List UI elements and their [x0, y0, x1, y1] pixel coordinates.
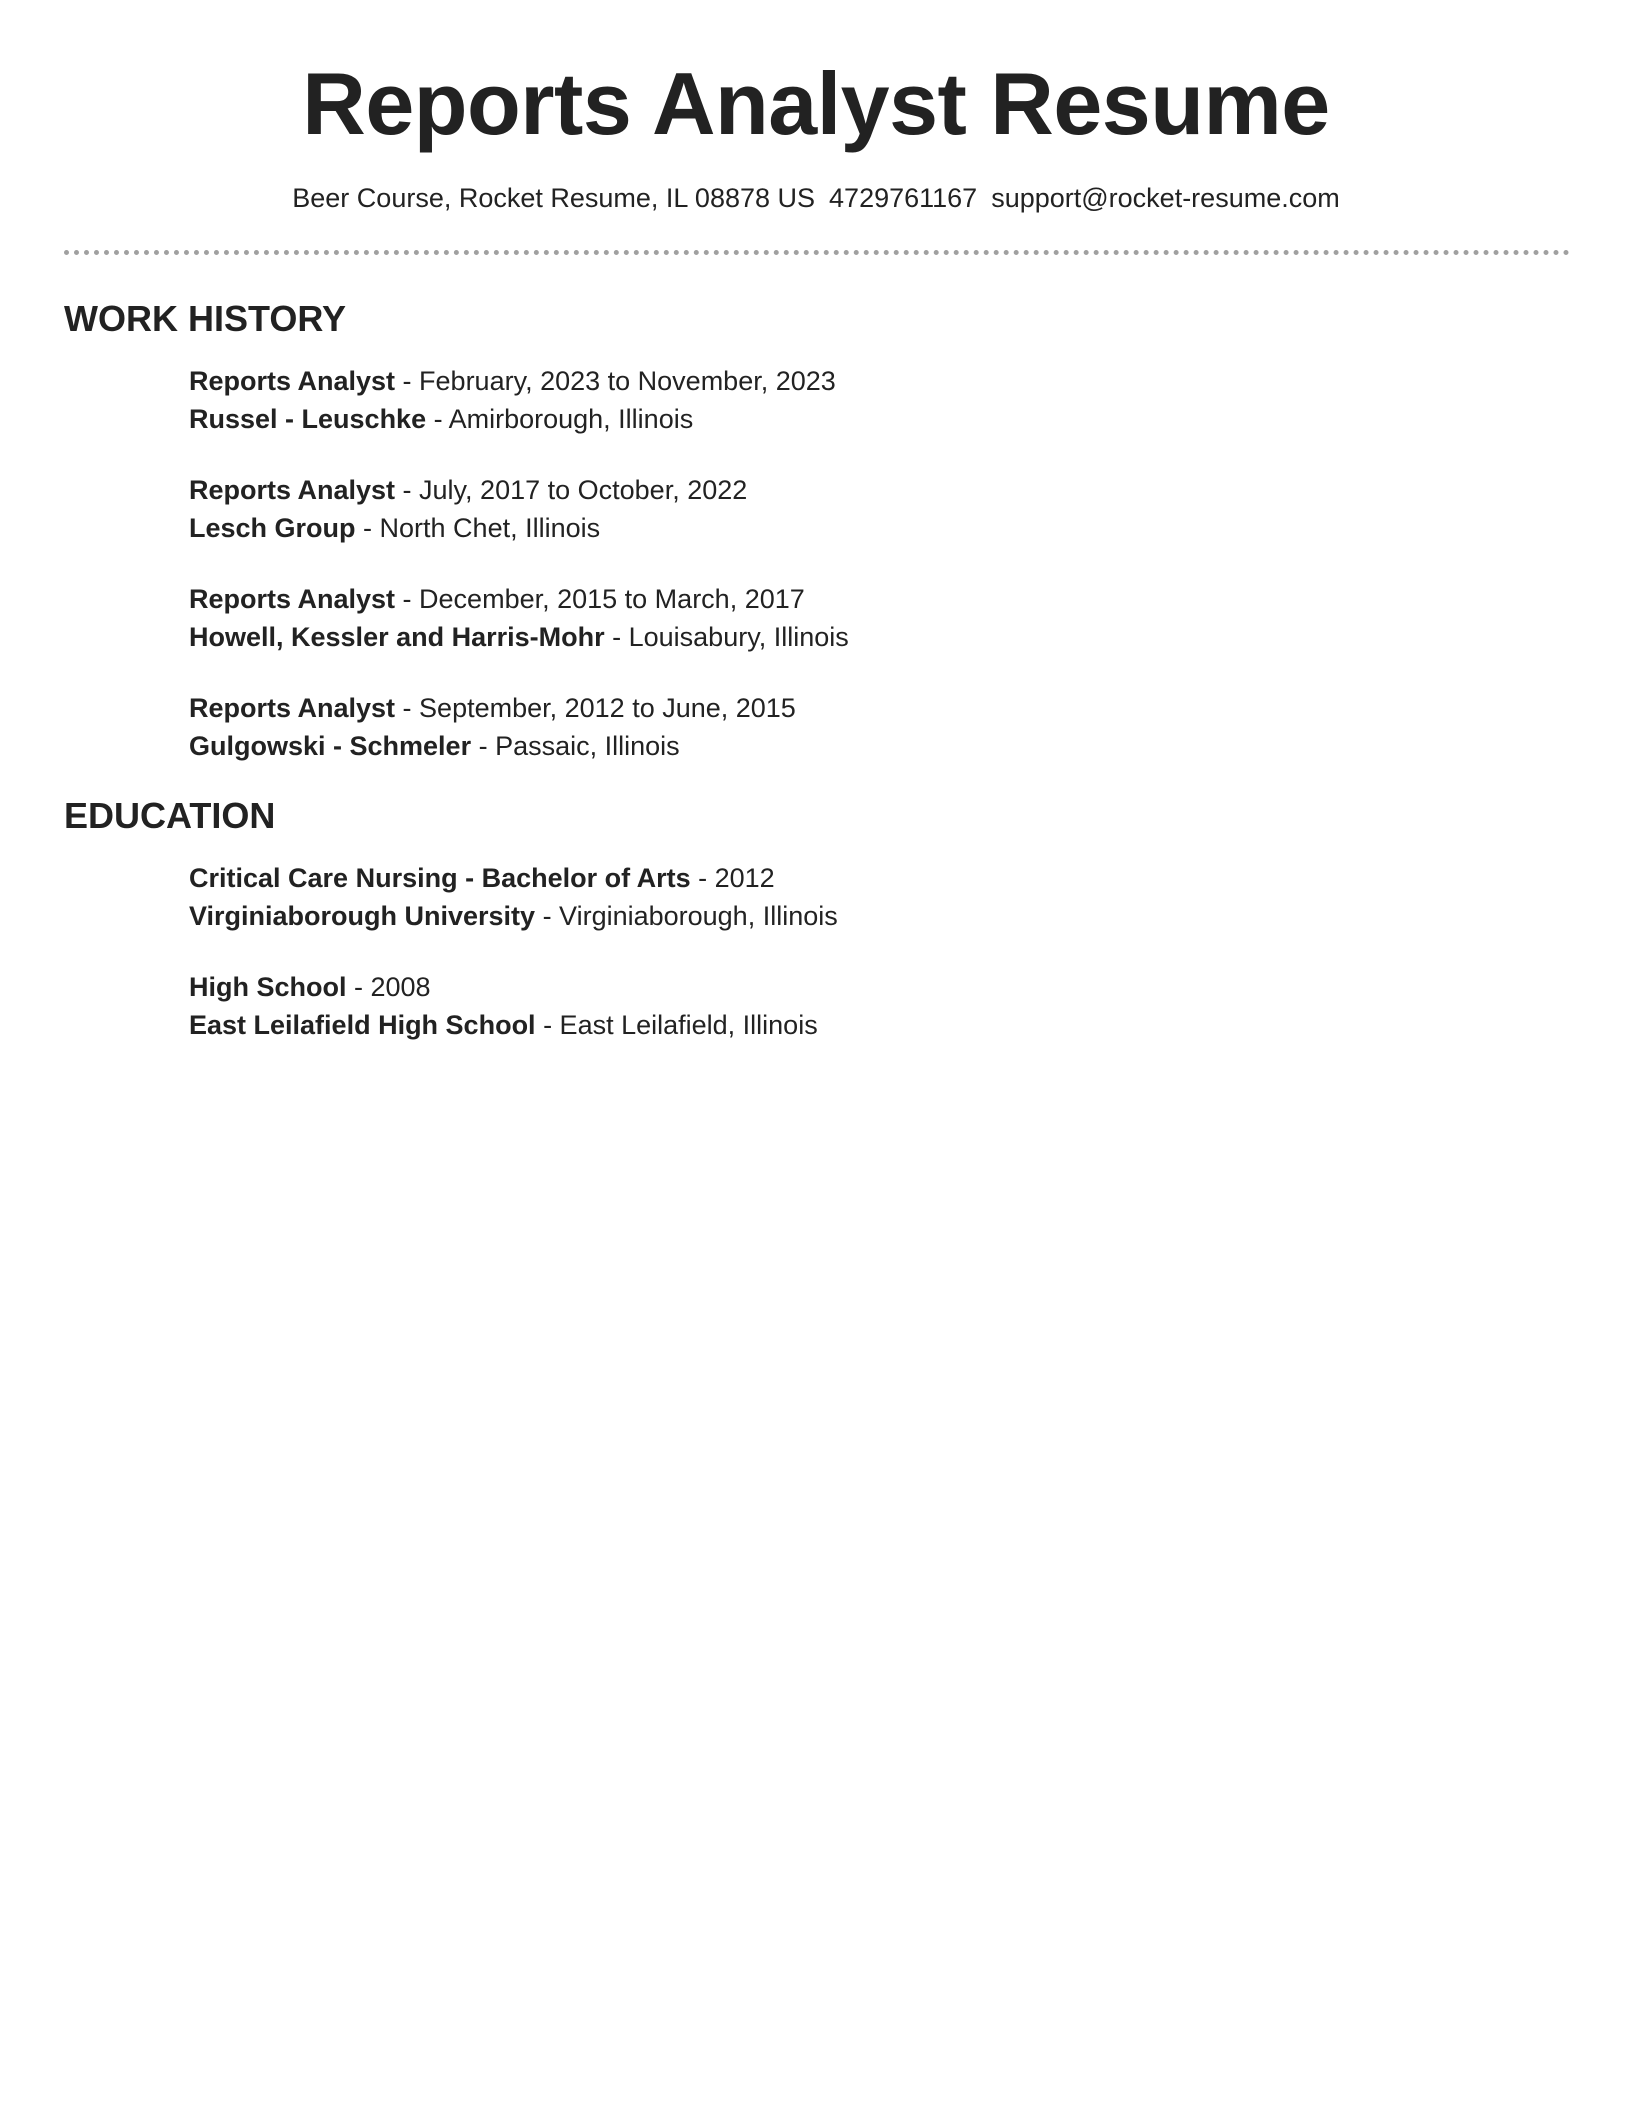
- company-location: - North Chet, Illinois: [355, 513, 601, 543]
- degree-year: - 2008: [346, 972, 431, 1002]
- contact-address: Beer Course, Rocket Resume, IL 08878 US: [292, 183, 816, 213]
- job-title: Reports Analyst: [189, 693, 396, 723]
- school-location: - Virginiaborough, Illinois: [535, 901, 838, 931]
- job-dates: - September, 2012 to June, 2015: [395, 693, 796, 723]
- contact-phone: 4729761167: [829, 183, 978, 213]
- work-entry: [189, 362, 836, 438]
- education-entry: [189, 968, 818, 1044]
- company-name: Russel - Leuschke: [189, 404, 427, 434]
- degree-name: Critical Care Nursing - Bachelor of Arts: [189, 863, 691, 893]
- work-entry-title-line: [189, 362, 836, 400]
- work-entry-title-line: [189, 580, 849, 618]
- contact-line: [0, 180, 1632, 216]
- page-title: Reports Analyst Resume: [302, 54, 1330, 153]
- company-location: - Amirborough, Illinois: [426, 404, 694, 434]
- company-location: - Passaic, Illinois: [471, 731, 680, 761]
- job-dates: - February, 2023 to November, 2023: [395, 366, 836, 396]
- work-entry-company-line: [189, 509, 747, 547]
- work-entry: [189, 689, 796, 765]
- job-title: Reports Analyst: [189, 475, 396, 505]
- degree-name: High School: [189, 972, 347, 1002]
- company-location: - Louisabury, Illinois: [604, 622, 849, 652]
- school-location: - East Leilafield, Illinois: [535, 1010, 818, 1040]
- company-name: Lesch Group: [189, 513, 356, 543]
- education-entry-school-line: [189, 1006, 818, 1044]
- work-entry-title-line: [189, 689, 796, 727]
- school-name: East Leilafield High School: [189, 1010, 536, 1040]
- education-entry-degree-line: [189, 968, 818, 1006]
- job-title: Reports Analyst: [189, 366, 396, 396]
- work-entry: [189, 471, 747, 547]
- work-entry-company-line: [189, 618, 849, 656]
- education-heading: EDUCATION: [64, 795, 276, 836]
- contact-email: support@rocket-resume.com: [991, 183, 1340, 213]
- job-dates: - December, 2015 to March, 2017: [395, 584, 805, 614]
- education-entry: [189, 859, 838, 935]
- school-name: Virginiaborough University: [189, 901, 536, 931]
- job-dates: - July, 2017 to October, 2022: [395, 475, 748, 505]
- company-name: Howell, Kessler and Harris-Mohr: [189, 622, 605, 652]
- degree-year: - 2012: [690, 863, 775, 893]
- work-entry-title-line: [189, 471, 747, 509]
- education-entry-degree-line: [189, 859, 838, 897]
- work-entry-company-line: [189, 727, 796, 765]
- work-entry: [189, 580, 849, 656]
- education-entry-school-line: [189, 897, 838, 935]
- company-name: Gulgowski - Schmeler: [189, 731, 472, 761]
- header-divider: [64, 250, 1570, 255]
- job-title: Reports Analyst: [189, 584, 396, 614]
- work-entry-company-line: [189, 400, 836, 438]
- work-history-heading: WORK HISTORY: [64, 298, 347, 339]
